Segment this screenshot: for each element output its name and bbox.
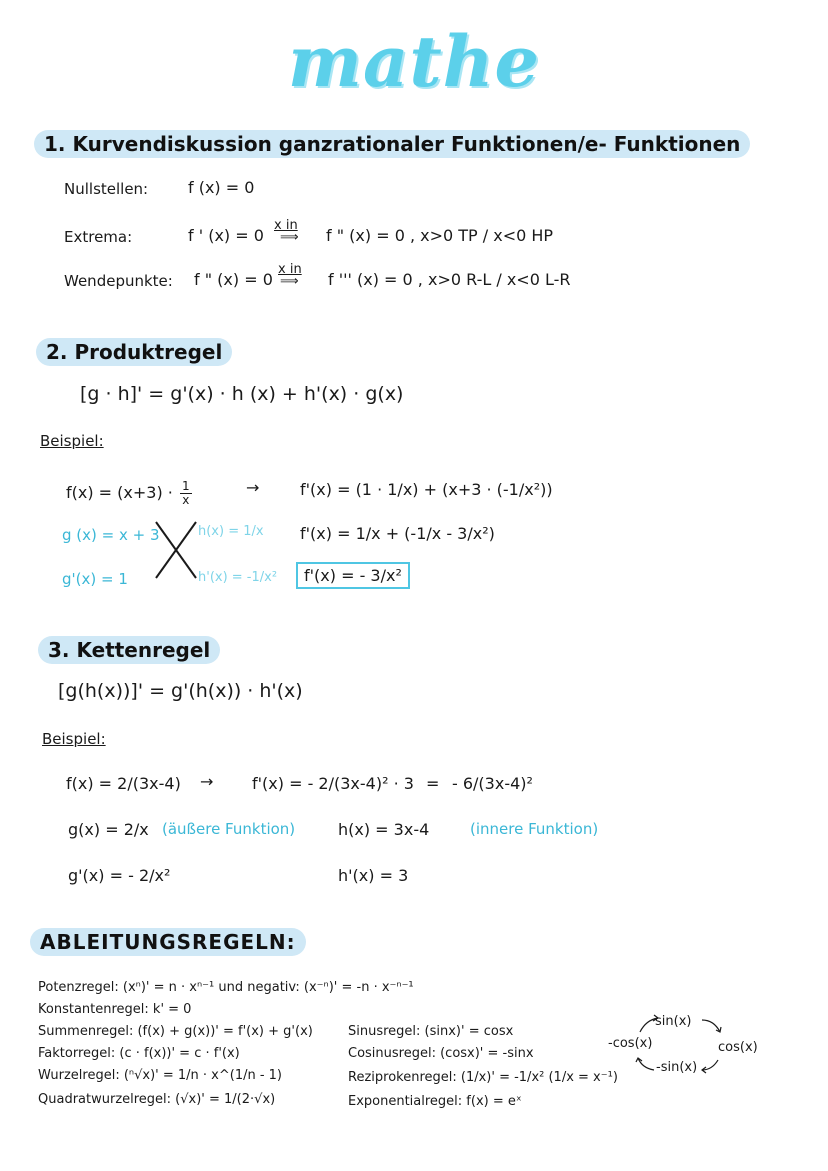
- rules-heading: ABLEITUNGSREGELN:: [30, 928, 306, 956]
- s2-fprime2: f'(x) = 1/x + (-1/x - 3/x²): [300, 524, 495, 543]
- section1-heading: 1. Kurvendiskussion ganzrationaler Funktionen/e- Funktionen: [34, 130, 750, 158]
- s3-hprime: h'(x) = 3: [338, 866, 409, 885]
- rule-cosinusregel: Cosinusregel: (cosx)' = -sinx: [348, 1046, 534, 1061]
- s3-g: g(x) = 2/x: [68, 820, 149, 839]
- rule-faktorregel: Faktorregel: (c · f(x))' = c · f'(x): [38, 1046, 240, 1061]
- cycle-minus-cos: -cos(x): [608, 1036, 653, 1051]
- cycle-minus-sin: -sin(x): [656, 1060, 698, 1075]
- s2-h: h(x) = 1/x: [198, 524, 264, 539]
- rule-reziprokenregel: Reziprokenregel: (1/x)' = -1/x² (1/x = x⁻¹): [348, 1070, 618, 1085]
- s3-result: - 6/(3x-4)²: [452, 774, 533, 793]
- s3-fx: f(x) = 2/(3x-4): [66, 774, 181, 793]
- s2-gprime: g'(x) = 1: [62, 570, 128, 588]
- rule-exponentialregel: Exponentialregel: f(x) = eˣ: [348, 1094, 522, 1109]
- arrow-icon: ⟹: [280, 230, 299, 245]
- s3-g-note: (äußere Funktion): [162, 820, 296, 838]
- arrow-icon: ⟹: [280, 274, 299, 289]
- s3-h-note: (innere Funktion): [470, 820, 599, 838]
- s3-arrow: →: [200, 772, 214, 791]
- s2-hprime: h'(x) = -1/x²: [198, 570, 278, 585]
- s3-eq: =: [426, 774, 440, 793]
- cross-icon: [152, 518, 200, 582]
- row-extrema-arrow: x in: [274, 218, 298, 233]
- row-nullstellen-cond: f (x) = 0: [188, 178, 255, 197]
- cycle-arrows-icon: [600, 1008, 760, 1082]
- s3-fprime: f'(x) = - 2/(3x-4)² · 3: [252, 774, 414, 793]
- row-wendepunkte-arrow: x in: [278, 262, 302, 277]
- section3-heading: 3. Kettenregel: [38, 636, 220, 664]
- rule-sinusregel: Sinusregel: (sinx)' = cosx: [348, 1024, 514, 1039]
- rule-summenregel: Summenregel: (f(x) + g(x))' = f'(x) + g'(x): [38, 1024, 313, 1039]
- s2-result: f'(x) = - 3/x²: [296, 562, 410, 589]
- cycle-sin: sin(x): [655, 1014, 692, 1029]
- s2-arrow: →: [246, 478, 260, 497]
- rule-quadratwurzelregel: Quadratwurzelregel: (√x)' = 1/(2·√x): [38, 1092, 276, 1107]
- s2-g: g (x) = x + 3: [62, 526, 160, 544]
- kettenregel-formula: [g(h(x))]' = g'(h(x)) · h'(x): [58, 680, 303, 702]
- section2-heading: 2. Produktregel: [36, 338, 232, 366]
- rule-potenzregel: Potenzregel: (xⁿ)' = n · xⁿ⁻¹ und negativ: (x⁻ⁿ)' = -n · x⁻ⁿ⁻¹: [38, 980, 414, 995]
- s2-fx: f(x) = (x+3) · $\frac{1}{x}$: [66, 479, 190, 507]
- s3-example-label: Beispiel:: [42, 730, 106, 748]
- s2-fprime1: f'(x) = (1 · 1/x) + (x+3 · (-1/x²)): [300, 480, 553, 499]
- rule-wurzelregel: Wurzelregel: (ⁿ√x)' = 1/n · x^(1/n - 1): [38, 1068, 283, 1083]
- s2-example-label: Beispiel:: [40, 432, 104, 450]
- row-wendepunkte-rest: f ''' (x) = 0 , x>0 R-L / x<0 L-R: [328, 270, 571, 289]
- row-wendepunkte-label: Wendepunkte:: [64, 272, 173, 290]
- s3-h: h(x) = 3x-4: [338, 820, 430, 839]
- row-nullstellen-label: Nullstellen:: [64, 180, 149, 198]
- row-extrema-cond: f ' (x) = 0: [188, 226, 264, 245]
- rule-konstantenregel: Konstantenregel: k' = 0: [38, 1002, 192, 1017]
- row-extrema-label: Extrema:: [64, 228, 133, 246]
- s3-gprime: g'(x) = - 2/x²: [68, 866, 171, 885]
- page-title: mathe: [287, 20, 541, 103]
- row-wendepunkte-cond: f " (x) = 0: [194, 270, 273, 289]
- row-extrema-rest: f " (x) = 0 , x>0 TP / x<0 HP: [326, 226, 554, 245]
- cycle-cos: cos(x): [718, 1040, 758, 1055]
- produktregel-formula: [g · h]' = g'(x) · h (x) + h'(x) · g(x): [80, 383, 404, 405]
